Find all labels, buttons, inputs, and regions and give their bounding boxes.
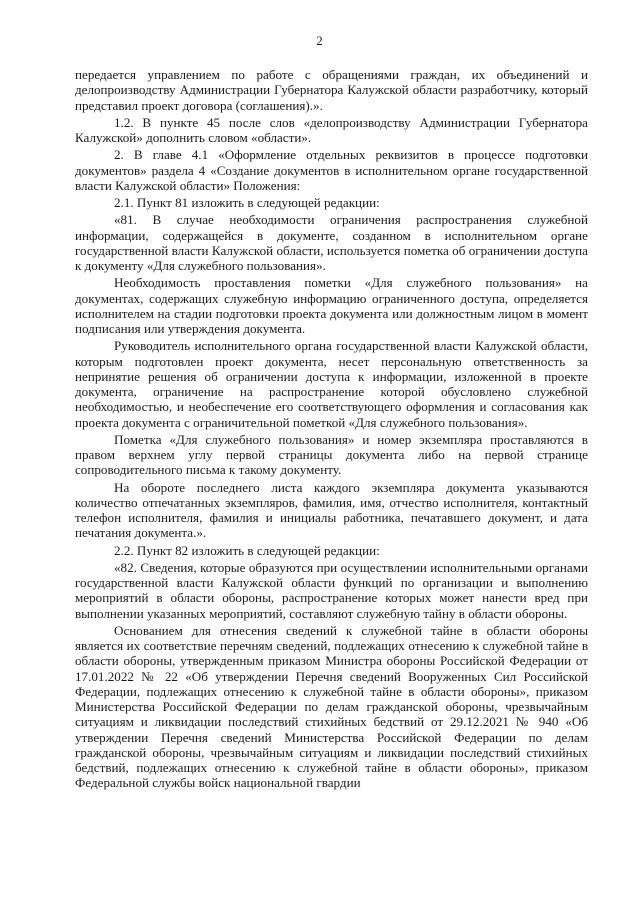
page-number: 2	[316, 33, 323, 48]
paragraph-4: 2.1. Пункт 81 изложить в следующей редакции:	[114, 195, 380, 210]
paragraph-10: 2.2. Пункт 82 изложить в следующей редакции:	[114, 542, 380, 558]
paragraph-9: На обороте последнего листа каждого экземпляра документа указываются количество отпечатанных экземпляров, фамилия, имя, отчество исполнителя, контактный телефон исполнителя, фамилия и инициалы работника, печатавшего документ, и дата печатания документа.».	[75, 479, 588, 541]
paragraph-12: Основанием для отнесения сведений к служебной тайне в области обороны является их соответствие перечням сведений, подлежащих отнесению к служебной тайне в области обороны, утвержденным приказом Министра обороны Российской Федерации от 17.01.2022 № 22 «Об утверждении Перечня сведений Вооруженных Сил Российской Федерации, подлежащих отнесению к служебной тайне в области обороны», приказом Министерства Российской Федерации по делам гражданской обороны, чрезвычайным ситуациям и ликвидации последствий стихийных бедствий от 29.12.2021 № 940 «Об утверждении Перечня сведений Министерства Российской Федерации по делам гражданской обороны, чрезвычайным ситуациям и ликвидации последствий стихийных бедствий, подлежащих отнесению к служебной тайне в области обороны», приказом Федеральной службы войск национальной гвардии	[75, 622, 588, 791]
paragraph-6: Необходимость проставления пометки «Для служебного пользования» на документах, содержащих служебную информацию ограниченного доступа, определяется исполнителем на стадии подготовки проекта документа или должностным лицом в момент подписания или утверждения документа.	[75, 275, 588, 336]
paragraph-11: «82. Сведения, которые образуются при осуществлении исполнительными органами государственной власти Калужской области функций по организации и выполнению мероприятий в области обороны, распространение которых может нанести вред при выполнении указанных мероприятий, составляют служебную тайну в области обороны.	[75, 559, 588, 621]
paragraph-7: Руководитель исполнительного органа государственной власти Калужской области, которым подготовлен проект документа, несет персональную ответственность за непринятие решения об ограничении доступа к информации, изложенной в проекте документа, ограничение на распространение которой обусловлено служебной необходимостью, и необеспечение его соответствующего оформления и согласования как проекта документа с ограничительной пометкой «Для служебного пользования».	[75, 338, 588, 430]
paragraph-2: 1.2. В пункте 45 после слов «делопроизводству Администрации Губернатора Калужской» дополнить словом «области».	[75, 114, 588, 145]
paragraph-5: «81. В случае необходимости ограничения распространения служебной информации, содержащейся в документе, созданном в исполнительном органе государственной власти Калужской области, используется пометка об ограничении доступа к документу «Для служебного пользования».	[75, 212, 588, 273]
paragraph-3: 2. В главе 4.1 «Оформление отдельных реквизитов в процессе подготовки документов» раздела 4 «Создание документов в исполнительном органе государственной власти Калужской области» Положения:	[75, 147, 588, 193]
document-body	[75, 67, 588, 791]
paragraph-8: Пометка «Для служебного пользования» и номер экземпляра проставляются в правом верхнем углу первой страницы документа либо на первой странице сопроводительного письма к такому документу.	[75, 431, 588, 478]
paragraph-1: передается управлением по работе с обращениями граждан, их объединений и делопроизводству Администрации Губернатора Калужской области разработчику, который представил проект договора (соглашения).».	[75, 67, 588, 113]
